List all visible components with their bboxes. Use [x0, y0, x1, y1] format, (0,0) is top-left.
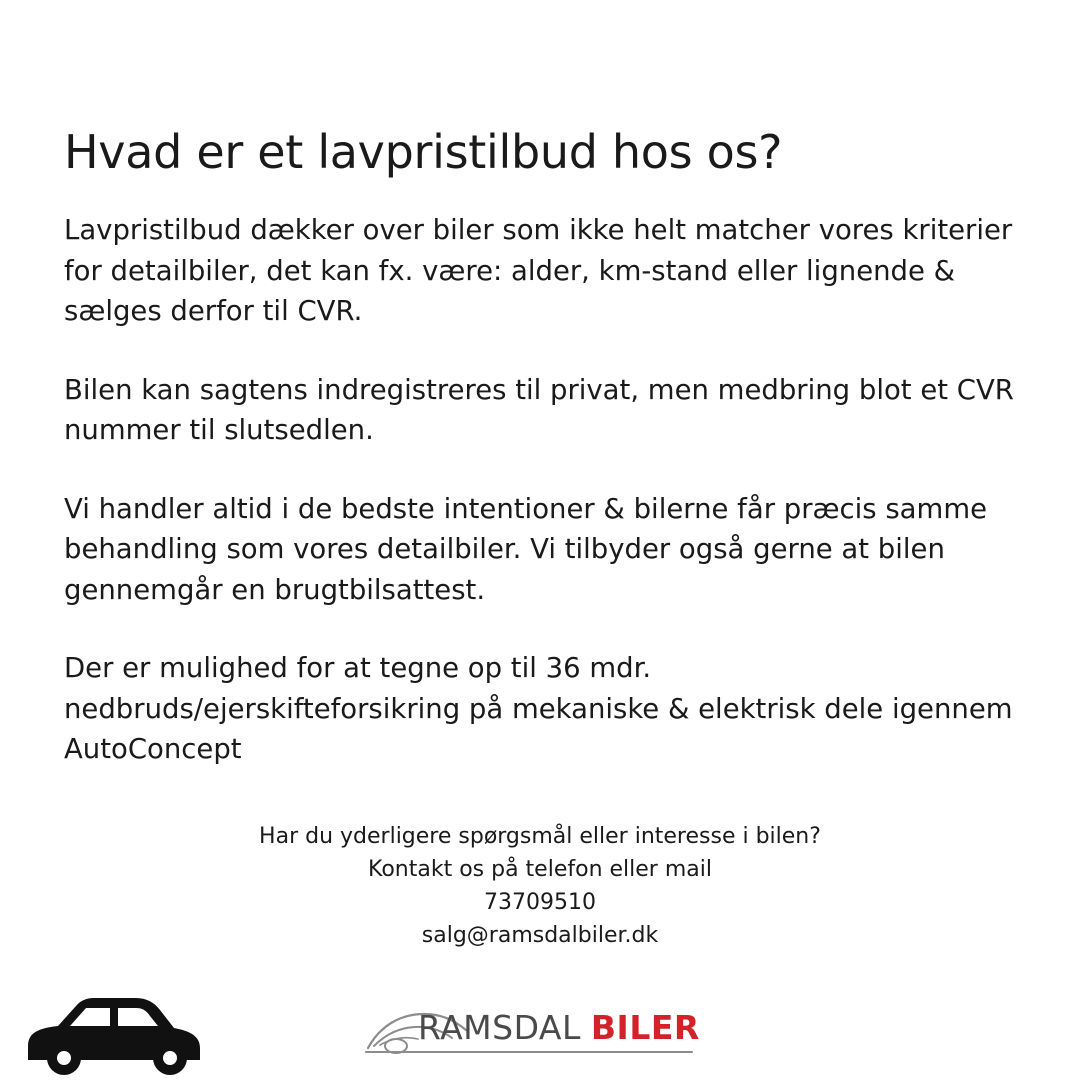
company-logo [362, 996, 714, 1068]
contact-question: Har du yderligere spørgsmål eller interesse i bilen? [259, 824, 821, 849]
body-text [64, 210, 1014, 770]
page-title: Hvad er et lavpristilbud hos os? [64, 124, 783, 179]
logo-word-accent: BILER [590, 1008, 700, 1047]
contact-instruction: Kontakt os på telefon eller mail [368, 857, 712, 882]
paragraph-2: Bilen kan sagtens indregistreres til privat, men medbring blot et CVR nummer til slutsedlen. [64, 373, 1014, 446]
contact-email[interactable]: salg@ramsdalbiler.dk [421, 923, 659, 948]
logo-wordmark [418, 1008, 700, 1047]
paragraph-4: Der er mulighed for at tegne op til 36 mdr. nedbruds/ejerskifteforsikring på mekaniske & elektrisk dele igennem AutoConcept [64, 652, 1013, 765]
contact-phone[interactable]: 73709510 [484, 890, 596, 915]
contact-block [0, 820, 1080, 952]
logo-word-main: RAMSDAL [418, 1008, 581, 1047]
paragraph-1: Lavpristilbud dækker over biler som ikke helt matcher vores kriterier for detailbiler, det kan fx. være: alder, km-stand eller lignende & sælges derfor til CVR. [64, 214, 1013, 327]
paragraph-3: Vi handler altid i de bedste intentioner & bilerne får præcis samme behandling som vores detailbiler. Vi tilbyder også gerne at bilen gennemgår en brugtbilsattest. [64, 492, 988, 606]
car-silhouette-icon [18, 984, 208, 1076]
